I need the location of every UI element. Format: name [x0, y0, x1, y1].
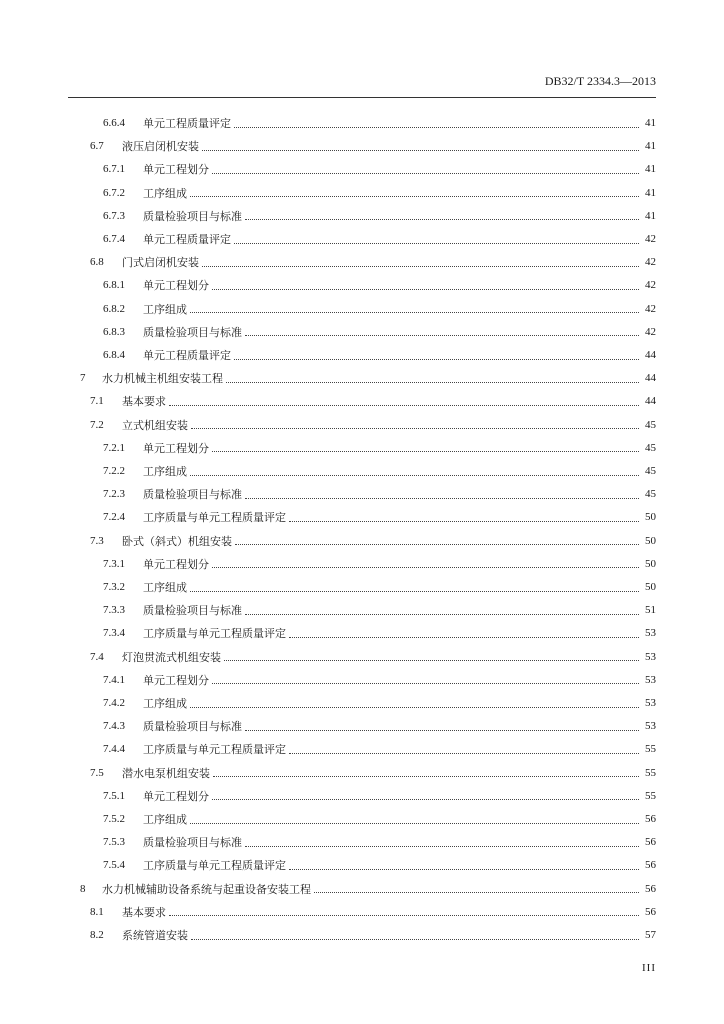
toc-dot-leader: [234, 359, 639, 360]
toc-entry[interactable]: [103, 346, 656, 364]
toc-entry-page: 50: [645, 557, 656, 570]
toc-entry-title: 质量检验项目与标准: [143, 325, 242, 339]
toc-entry[interactable]: [103, 787, 656, 805]
toc-entry-title: 质量检验项目与标准: [143, 604, 242, 618]
toc-dot-leader: [289, 753, 639, 754]
toc-entry-title: 质量检验项目与标准: [143, 836, 242, 850]
toc-entry[interactable]: [103, 578, 656, 596]
toc-entry[interactable]: [103, 114, 656, 132]
toc-dot-leader: [289, 869, 639, 870]
toc-dot-leader: [190, 823, 639, 824]
toc-entry-title: 单元工程划分: [143, 163, 209, 177]
toc-entry-title: 工序质量与单元工程质量评定: [143, 627, 286, 641]
toc-dot-leader: [190, 707, 639, 708]
toc-entry-number: 7.2.3: [103, 488, 125, 501]
toc-dot-leader: [202, 266, 639, 267]
toc-entry-page: 53: [645, 650, 656, 663]
toc-entry-title: 水力机械辅助设备系统与起重设备安装工程: [102, 882, 311, 896]
toc-dot-leader: [245, 335, 639, 336]
toc-entry[interactable]: [103, 671, 656, 689]
toc-entry-title: 立式机组安装: [122, 418, 188, 432]
toc-entry[interactable]: [90, 253, 656, 271]
toc-entry-title: 单元工程质量评定: [143, 117, 231, 130]
toc-dot-leader: [212, 799, 639, 800]
toc-entry[interactable]: [80, 369, 656, 387]
toc-entry-page: 53: [645, 697, 656, 709]
toc-entry-page: 56: [645, 836, 656, 849]
toc-entry[interactable]: [103, 439, 656, 457]
toc-entry-number: 6.7: [90, 140, 104, 153]
toc-entry-page: 42: [645, 325, 656, 338]
toc-entry-page: 53: [645, 720, 656, 733]
toc-entry-page: 41: [645, 163, 656, 176]
toc-dot-leader: [169, 405, 639, 406]
toc-entry-title: 单元工程质量评定: [143, 349, 231, 362]
toc-entry-number: 6.8.4: [103, 349, 125, 361]
toc-entry-page: 53: [645, 673, 656, 686]
toc-entry-number: 6.7.3: [103, 209, 125, 222]
toc-entry[interactable]: [103, 717, 656, 735]
toc-entry[interactable]: [103, 230, 656, 248]
toc-entry-number: 7.4.1: [103, 673, 125, 686]
toc-entry-number: 8.1: [90, 905, 104, 918]
toc-dot-leader: [226, 382, 639, 383]
toc-entry-page: 41: [645, 140, 656, 153]
toc-dot-leader: [314, 892, 639, 893]
toc-entry[interactable]: [90, 926, 656, 944]
toc-entry-number: 7.5.4: [103, 859, 125, 872]
toc-dot-leader: [212, 173, 639, 174]
toc-entry-page: 55: [645, 766, 656, 779]
toc-entry-title: 单元工程划分: [143, 673, 209, 687]
toc-entry-page: 45: [645, 441, 656, 454]
toc-entry-title: 潜水电泵机组安装: [122, 766, 210, 780]
toc-entry-number: 7.5.3: [103, 836, 125, 849]
toc-entry-number: 7.2.2: [103, 465, 125, 477]
toc-entry-page: 45: [645, 418, 656, 431]
toc-entry-number: 6.8: [90, 256, 104, 269]
toc-entry-page: 44: [645, 395, 656, 408]
toc-dot-leader: [191, 428, 639, 429]
toc-entry-title: 单元工程划分: [143, 441, 209, 455]
toc-entry-number: 7.4.3: [103, 720, 125, 733]
toc-entry-title: 质量检验项目与标准: [143, 209, 242, 223]
toc-entry-number: 7.3.4: [103, 627, 125, 640]
toc-entry-number: 7.4.2: [103, 697, 125, 709]
toc-entry-title: 水力机械主机组安装工程: [102, 372, 223, 386]
toc-entry[interactable]: [103, 323, 656, 341]
toc-entry-title: 液压启闭机安装: [122, 140, 199, 154]
toc-dot-leader: [202, 150, 639, 151]
toc-entry-number: 7.2.4: [103, 511, 125, 524]
toc-dot-leader: [212, 289, 639, 290]
toc-entry-title: 灯泡贯流式机组安装: [122, 650, 221, 664]
toc-dot-leader: [245, 219, 639, 220]
toc-entry[interactable]: [90, 416, 656, 434]
toc-entry-title: 单元工程划分: [143, 789, 209, 803]
toc-dot-leader: [190, 312, 639, 313]
toc-entry-page: 41: [645, 186, 656, 199]
toc-entry[interactable]: [90, 764, 656, 782]
toc-entry-page: 44: [645, 372, 656, 385]
toc-entry[interactable]: [103, 601, 656, 619]
toc-entry[interactable]: [90, 137, 656, 155]
toc-dot-leader: [212, 567, 639, 568]
toc-dot-leader: [234, 127, 639, 128]
toc-dot-leader: [191, 939, 639, 940]
toc-entry-title: 工序组成: [143, 697, 187, 710]
toc-dot-leader: [245, 614, 639, 615]
toc-dot-leader: [245, 498, 639, 499]
toc-entry-number: 7.5.1: [103, 789, 125, 802]
toc-entry-title: 工序质量与单元工程质量评定: [143, 859, 286, 873]
toc-entry-page: 41: [645, 117, 656, 129]
toc-entry-title: 系统管道安装: [122, 929, 188, 942]
toc-entry-number: 6.8.3: [103, 325, 125, 338]
toc-entry-title: 单元工程划分: [143, 279, 209, 293]
toc-entry-title: 工序组成: [143, 302, 187, 316]
toc-entry-title: 卧式（斜式）机组安装: [122, 534, 232, 548]
toc-entry[interactable]: [103, 740, 656, 758]
document-id-header: DB32/T 2334.3—2013: [544, 74, 656, 88]
toc-entry-number: 7.4: [90, 650, 104, 663]
toc-entry[interactable]: [90, 903, 656, 921]
toc-entry-number: 6.6.4: [103, 117, 125, 129]
toc-entry-page: 55: [645, 789, 656, 802]
toc-entry-title: 工序组成: [143, 813, 187, 826]
toc-entry-title: 质量检验项目与标准: [143, 488, 242, 502]
toc-dot-leader: [245, 730, 639, 731]
toc-entry[interactable]: [103, 276, 656, 294]
toc-entry[interactable]: [90, 648, 656, 666]
toc-entry-page: 42: [645, 256, 656, 269]
toc-entry-title: 工序质量与单元工程质量评定: [143, 511, 286, 525]
toc-entry-number: 7.3: [90, 534, 104, 547]
toc-entry-title: 基本要求: [122, 395, 166, 409]
toc-entry-title: 门式启闭机安装: [122, 256, 199, 270]
toc-dot-leader: [224, 660, 639, 661]
toc-dot-leader: [213, 776, 639, 777]
toc-entry-title: 工序组成: [143, 465, 187, 478]
toc-entry[interactable]: [103, 694, 656, 712]
toc-entry[interactable]: [103, 184, 656, 202]
toc-entry-number: 6.7.1: [103, 163, 125, 176]
toc-entry-title: 工序组成: [143, 581, 187, 594]
toc-dot-leader: [190, 196, 639, 197]
toc-dot-leader: [212, 451, 639, 452]
toc-entry-page: 56: [645, 882, 656, 895]
toc-entry-number: 7.3.3: [103, 604, 125, 617]
toc-entry-page: 42: [645, 279, 656, 292]
toc-entry[interactable]: [103, 555, 656, 573]
toc-entry-title: 工序质量与单元工程质量评定: [143, 743, 286, 757]
toc-entry-title: 质量检验项目与标准: [143, 720, 242, 734]
toc-entry[interactable]: [103, 856, 656, 874]
toc-entry-number: 7.3.1: [103, 557, 125, 570]
toc-entry[interactable]: [103, 462, 656, 480]
toc-entry[interactable]: [103, 160, 656, 178]
toc-entry-page: 56: [645, 905, 656, 918]
header-rule: [68, 97, 656, 98]
toc-entry-number: 8: [80, 882, 86, 895]
toc-entry[interactable]: [90, 392, 656, 410]
toc-entry[interactable]: [103, 207, 656, 225]
toc-entry[interactable]: [103, 485, 656, 503]
toc-entry-page: 45: [645, 465, 656, 477]
toc-entry-page: 41: [645, 209, 656, 222]
toc-entry[interactable]: [80, 880, 656, 898]
toc-entry-number: 7.1: [90, 395, 104, 408]
toc-entry-page: 42: [645, 233, 656, 245]
toc-entry-page: 42: [645, 302, 656, 315]
toc-entry-title: 单元工程质量评定: [143, 233, 231, 246]
toc-entry-number: 6.8.1: [103, 279, 125, 292]
toc-entry-page: 56: [645, 859, 656, 872]
toc-dot-leader: [212, 683, 639, 684]
toc-dot-leader: [289, 521, 639, 522]
toc-entry-page: 45: [645, 488, 656, 501]
toc-entry-number: 7.3.2: [103, 581, 125, 593]
toc-entry-number: 7: [80, 372, 86, 385]
toc-entry-number: 6.7.4: [103, 233, 125, 245]
toc-entry-title: 工序组成: [143, 186, 187, 200]
toc-entry[interactable]: [103, 300, 656, 318]
toc-entry-number: 7.5.2: [103, 813, 125, 825]
toc-entry-page: 53: [645, 627, 656, 640]
toc-entry-number: 6.7.2: [103, 186, 125, 199]
toc-entry-title: 单元工程划分: [143, 557, 209, 571]
toc-dot-leader: [190, 591, 639, 592]
toc-dot-leader: [234, 243, 639, 244]
toc-entry[interactable]: [103, 833, 656, 851]
toc-entry-page: 57: [645, 929, 656, 941]
toc-entry-title: 基本要求: [122, 905, 166, 919]
toc-dot-leader: [169, 915, 639, 916]
toc-entry[interactable]: [90, 532, 656, 550]
toc-entry-number: 7.2.1: [103, 441, 125, 454]
toc-entry-page: 56: [645, 813, 656, 825]
toc-entry[interactable]: [103, 810, 656, 828]
toc-entry-number: 8.2: [90, 929, 104, 941]
toc-entry[interactable]: [103, 624, 656, 642]
toc-entry-page: 50: [645, 581, 656, 593]
toc-entry-page: 50: [645, 511, 656, 524]
toc-dot-leader: [235, 544, 639, 545]
toc-entry-page: 55: [645, 743, 656, 756]
toc-dot-leader: [190, 475, 639, 476]
toc-entry-page: 50: [645, 534, 656, 547]
toc-entry-page: 44: [645, 349, 656, 361]
toc-entry[interactable]: [103, 508, 656, 526]
toc-dot-leader: [289, 637, 639, 638]
toc-entry-page: 51: [645, 604, 656, 617]
toc-dot-leader: [245, 846, 639, 847]
toc-entry-number: 7.4.4: [103, 743, 125, 756]
toc-entry-number: 7.5: [90, 766, 104, 779]
page-number: III: [642, 962, 656, 974]
toc-entry-number: 7.2: [90, 418, 104, 431]
toc-entry-number: 6.8.2: [103, 302, 125, 315]
